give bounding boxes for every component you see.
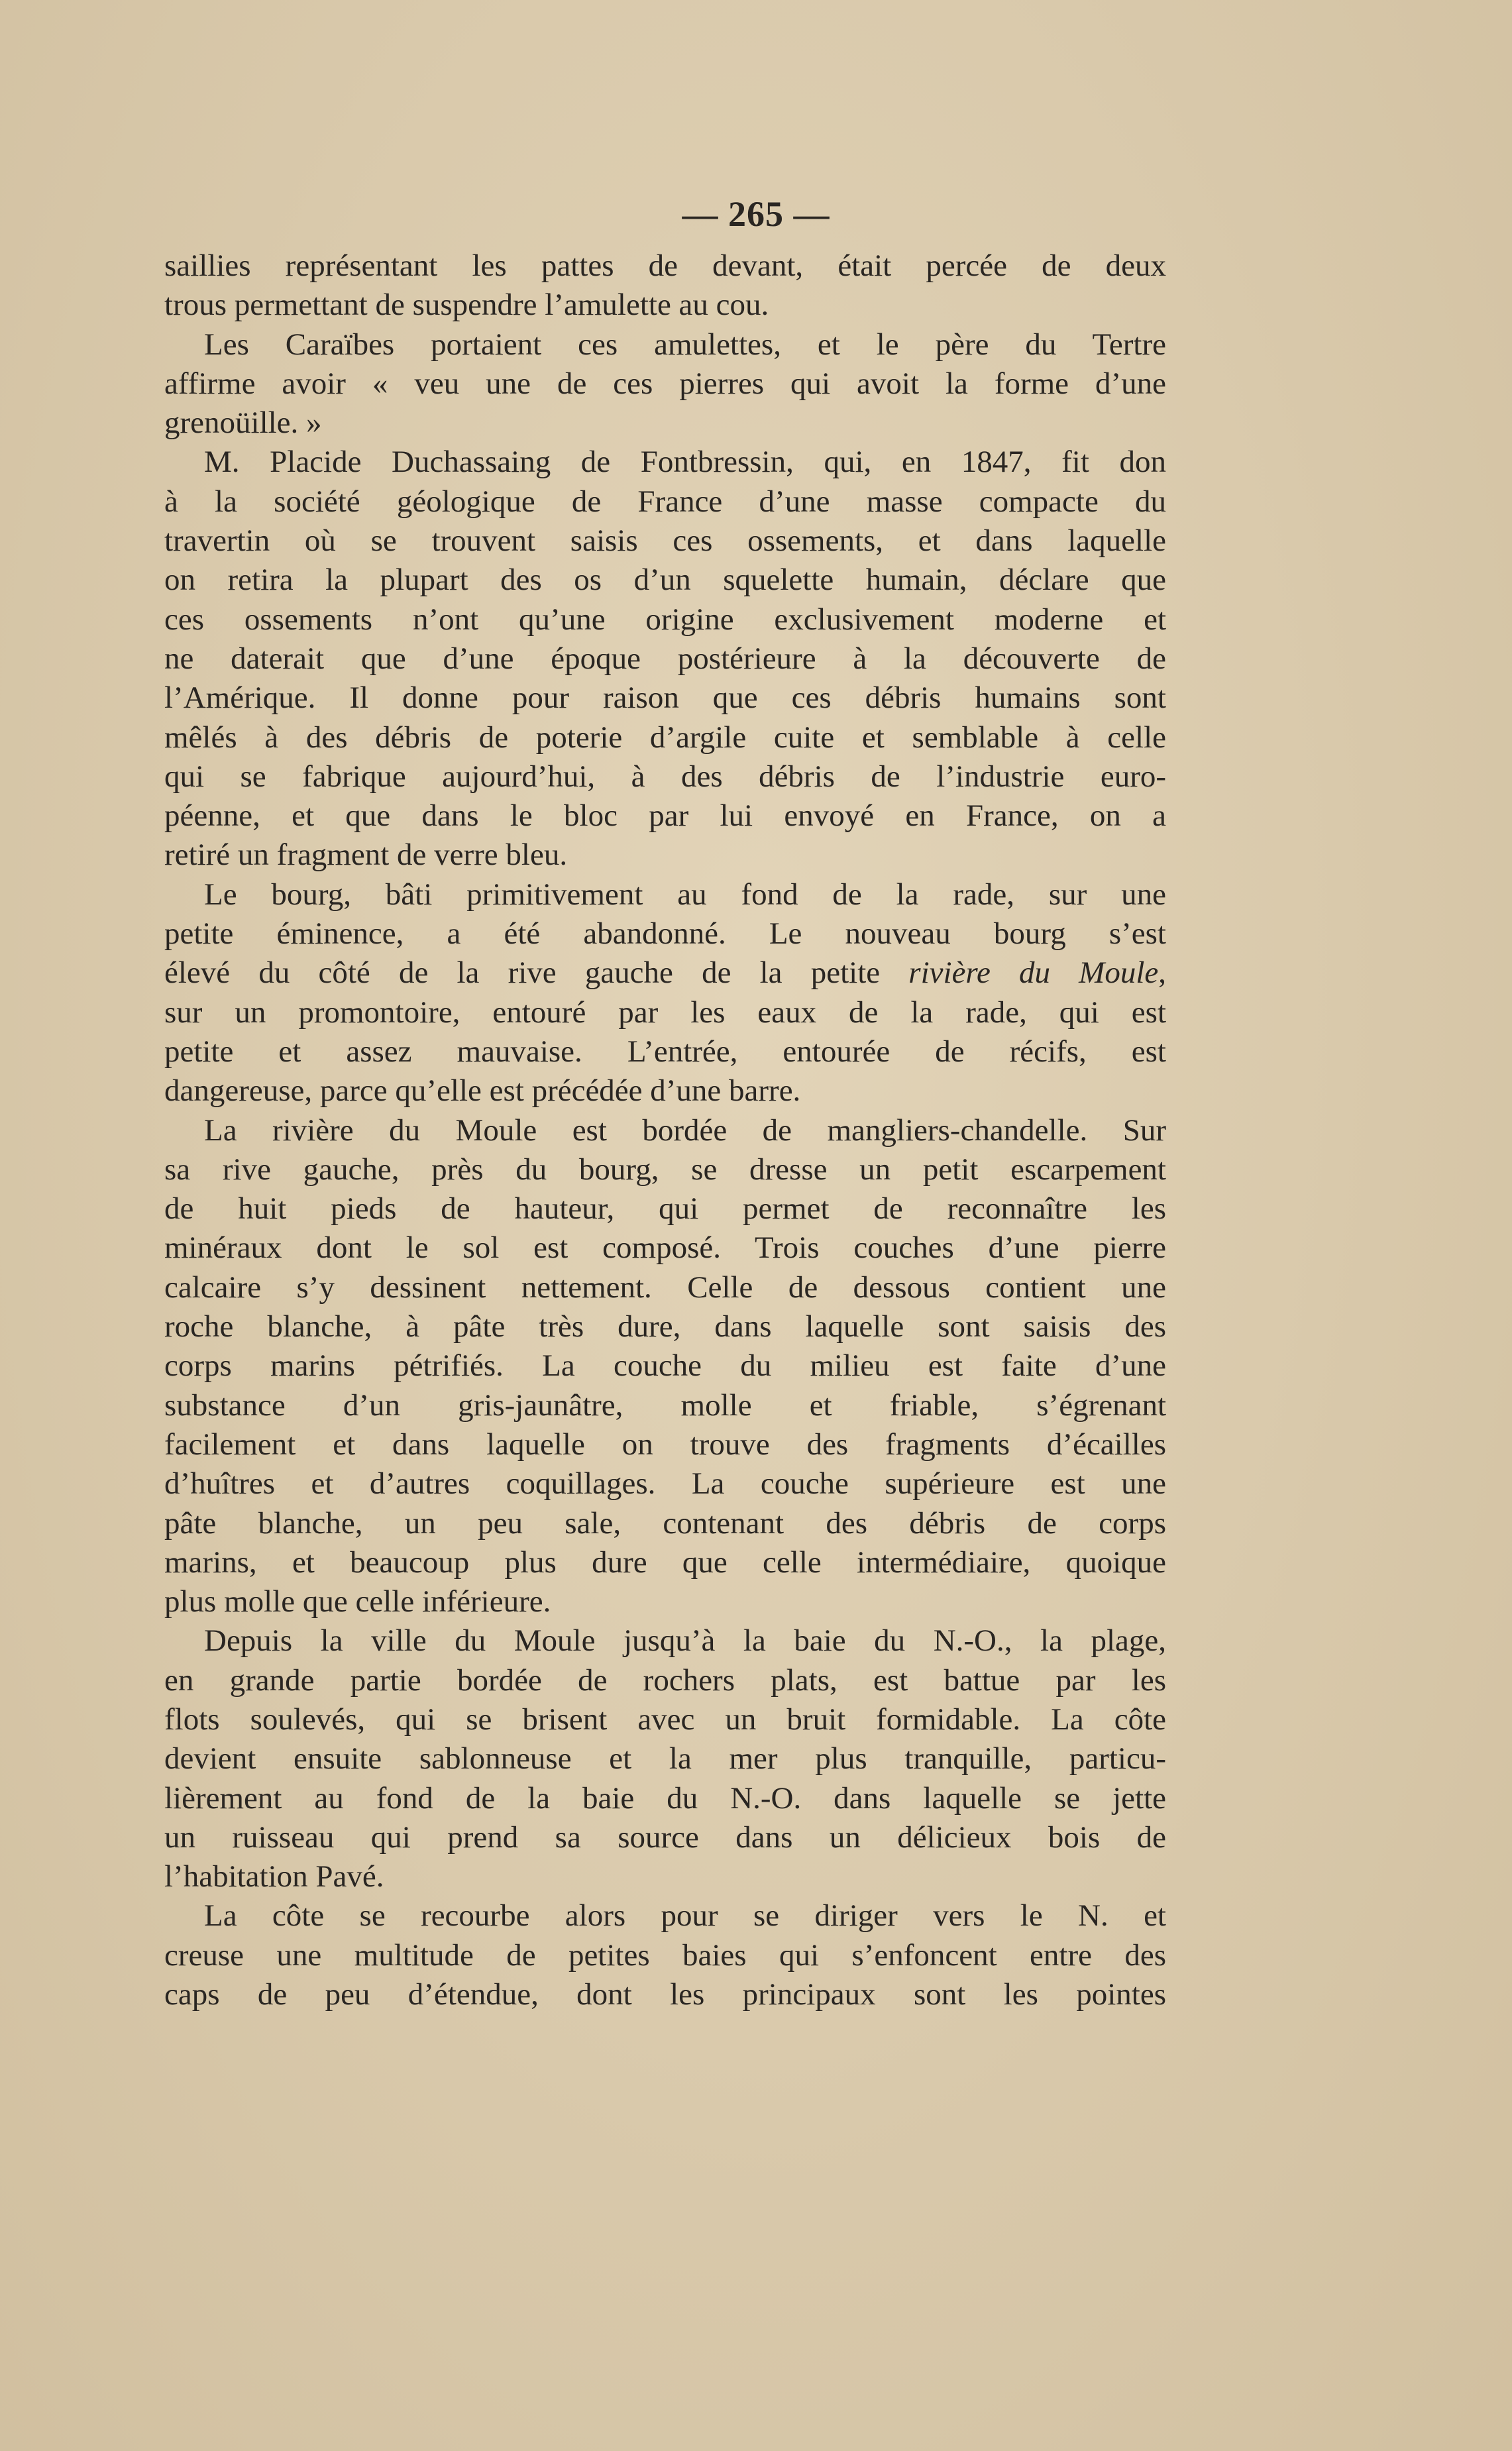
page-number: — 265 — [682, 194, 830, 234]
text-line: affirme avoir « veu une de ces pierres qui avoit la forme d’une [164, 366, 1166, 401]
text-line: Les Caraïbes portaient ces amulettes, et le père du Tertre [204, 327, 1166, 362]
text-line: devient ensuite sablonneuse et la mer plus tranquille, particu- [164, 1741, 1166, 1776]
text-line: petite éminence, a été abandonné. Le nouveau bourg s’est [164, 916, 1166, 952]
text-line: à la société géologique de France d’une masse compacte du [164, 484, 1166, 519]
text-line: facilement et dans laquelle on trouve des fragments d’écailles [164, 1427, 1166, 1462]
text-line: Depuis la ville du Moule jusqu’à la baie du N.-O., la plage, [204, 1623, 1166, 1659]
text-line: l’habitation Pavé. [164, 1859, 384, 1894]
text-line: ne daterait que d’une époque postérieure à la découverte de [164, 641, 1166, 676]
text-line: l’Amérique. Il donne pour raison que ces débris humains sont [164, 681, 1166, 716]
text-line: retiré un fragment de verre bleu. [164, 838, 568, 873]
text-line: calcaire s’y dessinent nettement. Celle de dessous contient une [164, 1270, 1166, 1305]
italic-segment: rivière du Moule [908, 955, 1159, 991]
text-line: ces ossements n’ont qu’une origine exclusivement moderne et [164, 602, 1166, 637]
text-line: minéraux dont le sol est composé. Trois couches d’une pierre [164, 1230, 1166, 1266]
text-segment: , [1158, 955, 1166, 991]
text-line: saillies représentant les pattes de devant, était percée de deux [164, 248, 1166, 283]
text-line: travertin où se trouvent saisis ces ossements, et dans laquelle [164, 523, 1166, 559]
text-line: pâte blanche, un peu sale, contenant des débris de corps [164, 1505, 1166, 1541]
text-line: M. Placide Duchassaing de Fontbressin, qui, en 1847, fit don [204, 445, 1166, 480]
text-line: marins, et beaucoup plus dure que celle intermédiaire, quoique [164, 1545, 1166, 1580]
text-line: petite et assez mauvaise. L’entrée, entourée de récifs, est [164, 1034, 1166, 1069]
text-line: on retira la plupart des os d’un squelette humain, déclare que [164, 563, 1166, 598]
text-line: trous permettant de suspendre l’amulette au cou. [164, 288, 769, 323]
text-line: d’huîtres et d’autres coquillages. La couche supérieure est une [164, 1466, 1166, 1501]
body-text [164, 246, 1166, 2014]
text-line: dangereuse, parce qu’elle est précédée d’une barre. [164, 1073, 801, 1109]
text-line: plus molle que celle inférieure. [164, 1584, 551, 1619]
text-line: creuse une multitude de petites baies qui s’enfoncent entre des [164, 1937, 1166, 1973]
text-line: corps marins pétrifiés. La couche du milieu est faite d’une [164, 1348, 1166, 1384]
text-line: substance d’un gris-jaunâtre, molle et friable, s’égrenant [164, 1388, 1166, 1423]
text-line: grenoüille. » [164, 406, 322, 441]
text-line: en grande partie bordée de rochers plats, est battue par les [164, 1662, 1166, 1698]
text-line: caps de peu d’étendue, dont les principaux sont les pointes [164, 1977, 1166, 2012]
text-line: La rivière du Moule est bordée de mangliers-chandelle. Sur [204, 1113, 1166, 1148]
text-line: péenne, et que dans le bloc par lui envoyé en France, on a [164, 798, 1166, 834]
text-line: sur un promontoire, entouré par les eaux de la rade, qui est [164, 995, 1166, 1030]
text-line: de huit pieds de hauteur, qui permet de reconnaître les [164, 1191, 1166, 1226]
text-line [164, 953, 1166, 993]
text-line: Le bourg, bâti primitivement au fond de la rade, sur une [204, 877, 1166, 912]
text-line: qui se fabrique aujourd’hui, à des débris de l’industrie euro- [164, 759, 1166, 794]
text-line: lièrement au fond de la baie du N.-O. dans laquelle se jette [164, 1780, 1166, 1816]
text-line: mêlés à des débris de poterie d’argile cuite et semblable à celle [164, 720, 1166, 755]
text-line: La côte se recourbe alors pour se diriger vers le N. et [204, 1898, 1166, 1934]
text-line: sa rive gauche, près du bourg, se dresse un petit escarpement [164, 1152, 1166, 1187]
text-segment: élevé du côté de la rive gauche de la petite [164, 955, 909, 991]
text-line: roche blanche, à pâte très dure, dans laquelle sont saisis des [164, 1309, 1166, 1344]
text-line: un ruisseau qui prend sa source dans un délicieux bois de [164, 1820, 1166, 1855]
text-line: flots soulevés, qui se brisent avec un bruit formidable. La côte [164, 1702, 1166, 1737]
